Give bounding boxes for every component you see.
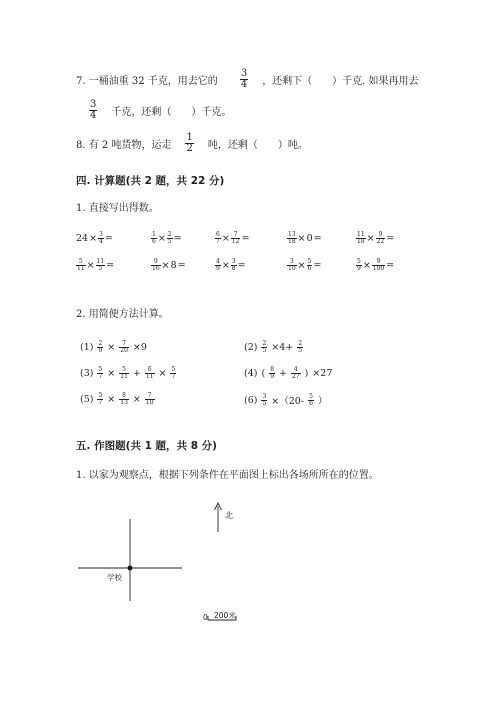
fraction: $\frac{5}{7}$: [171, 366, 176, 380]
expr-mid: ×4+: [271, 342, 294, 353]
equals-sign: =: [241, 233, 250, 244]
q7-text-3: 千克，还剩（ ）千克。: [111, 107, 232, 118]
fraction: $\frac{9}{100}$: [372, 258, 385, 272]
school-label: 学校: [107, 573, 122, 582]
q8-frac-num: 1: [186, 132, 193, 143]
fraction: $\frac{5}{11}$: [77, 258, 85, 272]
fraction: $\frac{7}{10}$: [145, 392, 154, 406]
close-paren: ): [304, 368, 309, 379]
fraction: $\frac{6}{7}$: [216, 231, 220, 245]
fraction: $\frac{4}{27}$: [291, 366, 300, 380]
times-sign: ×: [221, 260, 230, 271]
times-sign: ×: [107, 394, 116, 405]
expr-tail: ×9: [132, 342, 147, 353]
equals-sign: =: [104, 233, 113, 244]
expr-mid: ×（20-: [271, 396, 305, 407]
fraction: $\frac{13}{18}$: [288, 231, 296, 245]
close-paren: ）: [317, 396, 328, 407]
section-5-title: 五. 作图题(共 1 题，共 8 分): [76, 440, 217, 452]
fraction: $\frac{5}{9}$: [357, 258, 361, 272]
expr-label: (3): [80, 368, 94, 379]
times-sign: ×: [89, 233, 98, 244]
scale-length-label: 200米: [214, 611, 236, 620]
operand: 8: [170, 260, 177, 271]
fraction: $\frac{2}{5}$: [262, 340, 267, 354]
equals-sign: =: [106, 260, 115, 271]
equals-sign: =: [313, 260, 322, 271]
north-label: 北: [225, 511, 233, 520]
expr-label: (1): [80, 342, 94, 353]
times-sign: ×: [107, 342, 116, 353]
fraction: $\frac{5}{11}$: [120, 366, 128, 380]
equals-sign: =: [237, 260, 246, 271]
q7-frac-num: 3: [240, 68, 248, 79]
q8-text-2: 吨，还剩（ ）吨。: [207, 140, 308, 151]
fraction: $\frac{8}{13}$: [120, 392, 128, 406]
plus-sign: +: [279, 368, 287, 379]
times-sign: ×: [132, 394, 141, 405]
fraction: $\frac{8}{9}$: [270, 366, 275, 380]
q7-frac2-num: 3: [90, 99, 97, 110]
times-sign: ×: [107, 368, 116, 379]
expr-label: (2): [244, 342, 258, 353]
equals-sign: =: [386, 233, 395, 244]
fraction: $\frac{11}{5}$: [96, 258, 105, 272]
equals-sign: =: [313, 233, 322, 244]
equals-sign: =: [177, 260, 186, 271]
fraction: $\frac{7}{12}$: [231, 231, 240, 245]
times-sign: ×: [221, 233, 230, 244]
q7-frac2-den: 4: [90, 110, 97, 121]
q7-text-1: 7. 一桶油重 32 千克，用去它的: [76, 76, 218, 87]
expr-label: (5): [80, 394, 94, 405]
q8-text-1: 8. 有 2 吨货物，运走: [76, 140, 172, 151]
fraction: $\frac{5}{7}$: [98, 366, 103, 380]
fraction: $\frac{1}{6}$: [152, 231, 156, 245]
q7-text-2: ，还剩下（ ）千克. 如果再用去: [262, 76, 419, 87]
times-sign: ×: [157, 233, 166, 244]
expr-label: (4): [244, 368, 258, 379]
fraction: $\frac{3}{10}$: [288, 258, 296, 272]
fraction: $\frac{11}{18}$: [357, 231, 365, 245]
fraction: $\frac{3}{5}$: [262, 392, 267, 407]
times-sign: ×: [362, 260, 371, 271]
fraction: $\frac{2}{5}$: [298, 340, 303, 354]
plus-sign: +: [132, 368, 141, 379]
section-4-q1: 1. 直接写出得数。: [76, 203, 159, 214]
times-sign: ×: [297, 260, 306, 271]
q8-frac-den: 2: [186, 143, 193, 154]
equals-sign: =: [173, 233, 182, 244]
fraction: $\frac{5}{7}$: [98, 392, 103, 406]
q7-frac-den: 4: [240, 79, 248, 90]
operand: 24: [76, 233, 89, 244]
open-paren: (: [261, 368, 266, 379]
section-4-title: 四. 计算题(共 2 题，共 22 分): [76, 175, 225, 187]
times-sign: ×: [161, 260, 170, 271]
fraction: $\frac{5}{6}$: [309, 392, 313, 407]
school-point: [128, 566, 133, 571]
times-sign: ×: [366, 233, 375, 244]
fraction: $\frac{3}{8}$: [231, 258, 236, 272]
operand: 0: [306, 233, 313, 244]
section-4-q2: 2. 用简便方法计算。: [76, 309, 169, 320]
fraction: $\frac{9}{22}$: [376, 231, 385, 245]
fraction: $\frac{2}{5}$: [167, 231, 172, 245]
expr-tail: ×27: [312, 368, 333, 379]
times-sign: ×: [86, 260, 95, 271]
times-sign: ×: [158, 368, 167, 379]
fraction: $\frac{3}{4}$: [99, 231, 103, 245]
scale-zero-label: 0: [203, 613, 208, 622]
fraction: $\frac{9}{16}$: [152, 258, 160, 272]
fraction: $\frac{5}{6}$: [307, 258, 312, 272]
fraction: $\frac{6}{11}$: [145, 366, 154, 380]
fraction: $\frac{4}{9}$: [216, 258, 220, 272]
section-5-q1: 1. 以家为观察点，根据下列条件在平面图上标出各场所所在的位置。: [76, 470, 379, 481]
expr-label: (6): [244, 394, 258, 406]
fraction: $\frac{7}{20}$: [120, 340, 128, 354]
fraction: $\frac{2}{9}$: [98, 340, 103, 354]
equals-sign: =: [386, 260, 395, 271]
times-sign: ×: [297, 233, 306, 244]
